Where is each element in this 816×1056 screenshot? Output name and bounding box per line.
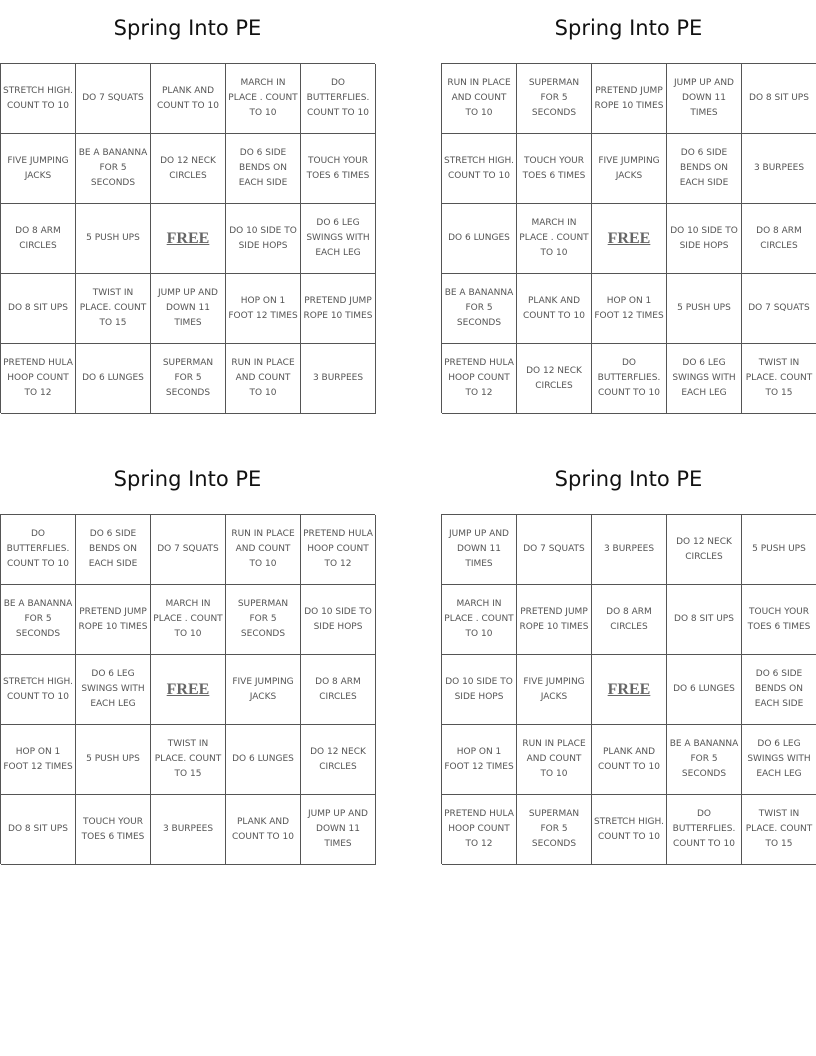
- bingo-grid: [0, 514, 375, 864]
- bingo-cell: TOUCH YOUR TOES 6 TIMES: [742, 585, 816, 655]
- bingo-cell: RUN IN PLACE AND COUNT TO 10: [517, 725, 592, 795]
- card-title: Spring Into PE: [554, 467, 703, 491]
- bingo-cell: 3 BURPEES: [742, 134, 816, 204]
- bingo-cell: PLANK AND COUNT TO 10: [151, 64, 226, 134]
- bingo-cell: DO 6 SIDE BENDS ON EACH SIDE: [667, 134, 742, 204]
- bingo-cell: RUN IN PLACE AND COUNT TO 10: [442, 64, 517, 134]
- bingo-cell: SUPERMAN FOR 5 SECONDS: [517, 795, 592, 865]
- bingo-cell: DO 8 ARM CIRCLES: [1, 204, 76, 274]
- bingo-cell: BE A BANANNA FOR 5 SECONDS: [76, 134, 151, 204]
- bingo-cell: DO BUTTERFLIES. COUNT TO 10: [592, 344, 667, 414]
- bingo-cell: PRETEND JUMP ROPE 10 TIMES: [592, 64, 667, 134]
- bingo-cell: TOUCH YOUR TOES 6 TIMES: [517, 134, 592, 204]
- bingo-cell: TWIST IN PLACE. COUNT TO 15: [76, 274, 151, 344]
- bingo-cell: DO 6 LEG SWINGS WITH EACH LEG: [76, 655, 151, 725]
- bingo-cell: DO 12 NECK CIRCLES: [301, 725, 376, 795]
- bingo-cell: PRETEND HULA HOOP COUNT TO 12: [442, 344, 517, 414]
- bingo-cell: PRETEND JUMP ROPE 10 TIMES: [76, 585, 151, 655]
- bingo-cell: JUMP UP AND DOWN 11 TIMES: [442, 515, 517, 585]
- bingo-grid: [441, 63, 816, 413]
- card-title: Spring Into PE: [554, 16, 703, 40]
- bingo-cell: SUPERMAN FOR 5 SECONDS: [151, 344, 226, 414]
- bingo-cell: DO 6 LUNGES: [667, 655, 742, 725]
- bingo-cell: DO 6 LEG SWINGS WITH EACH LEG: [742, 725, 816, 795]
- bingo-cell: DO 7 SQUATS: [517, 515, 592, 585]
- bingo-cell: MARCH IN PLACE . COUNT TO 10: [442, 585, 517, 655]
- bingo-cell: SUPERMAN FOR 5 SECONDS: [226, 585, 301, 655]
- bingo-cell: DO 8 SIT UPS: [667, 585, 742, 655]
- card-title: Spring Into PE: [113, 467, 262, 491]
- bingo-cell: DO 12 NECK CIRCLES: [517, 344, 592, 414]
- free-space: FREE: [151, 655, 226, 725]
- bingo-cell: DO 8 ARM CIRCLES: [592, 585, 667, 655]
- bingo-cell: DO 10 SIDE TO SIDE HOPS: [301, 585, 376, 655]
- bingo-cell: 3 BURPEES: [151, 795, 226, 865]
- bingo-cell: DO BUTTERFLIES. COUNT TO 10: [301, 64, 376, 134]
- bingo-cell: TWIST IN PLACE. COUNT TO 15: [742, 344, 816, 414]
- bingo-cell: DO 6 SIDE BENDS ON EACH SIDE: [226, 134, 301, 204]
- bingo-cell: STRETCH HIGH. COUNT TO 10: [1, 64, 76, 134]
- bingo-cell: PRETEND HULA HOOP COUNT TO 12: [442, 795, 517, 865]
- bingo-cell: PRETEND HULA HOOP COUNT TO 12: [1, 344, 76, 414]
- bingo-cell: BE A BANANNA FOR 5 SECONDS: [442, 274, 517, 344]
- bingo-cell: 5 PUSH UPS: [742, 515, 816, 585]
- bingo-cell: RUN IN PLACE AND COUNT TO 10: [226, 344, 301, 414]
- bingo-cell: PRETEND HULA HOOP COUNT TO 12: [301, 515, 376, 585]
- bingo-cell: DO 10 SIDE TO SIDE HOPS: [442, 655, 517, 725]
- bingo-cell: DO 7 SQUATS: [76, 64, 151, 134]
- bingo-cell: 5 PUSH UPS: [76, 204, 151, 274]
- bingo-cell: TWIST IN PLACE. COUNT TO 15: [742, 795, 816, 865]
- bingo-grid: [441, 514, 816, 864]
- bingo-cell: STRETCH HIGH. COUNT TO 10: [592, 795, 667, 865]
- bingo-cell: HOP ON 1 FOOT 12 TIMES: [1, 725, 76, 795]
- bingo-cell: DO 8 ARM CIRCLES: [742, 204, 816, 274]
- bingo-cell: TOUCH YOUR TOES 6 TIMES: [301, 134, 376, 204]
- bingo-cell: DO 12 NECK CIRCLES: [667, 515, 742, 585]
- bingo-cell: MARCH IN PLACE . COUNT TO 10: [151, 585, 226, 655]
- bingo-cell: TWIST IN PLACE. COUNT TO 15: [151, 725, 226, 795]
- bingo-cell: DO 6 LUNGES: [76, 344, 151, 414]
- bingo-cell: JUMP UP AND DOWN 11 TIMES: [151, 274, 226, 344]
- bingo-cell: DO 7 SQUATS: [151, 515, 226, 585]
- bingo-cell: DO 8 ARM CIRCLES: [301, 655, 376, 725]
- bingo-cell: FIVE JUMPING JACKS: [226, 655, 301, 725]
- bingo-cell: HOP ON 1 FOOT 12 TIMES: [226, 274, 301, 344]
- bingo-cell: DO 8 SIT UPS: [1, 274, 76, 344]
- bingo-cell: DO 8 SIT UPS: [1, 795, 76, 865]
- bingo-cell: 3 BURPEES: [592, 515, 667, 585]
- bingo-cell: DO 6 LUNGES: [442, 204, 517, 274]
- bingo-cell: STRETCH HIGH. COUNT TO 10: [442, 134, 517, 204]
- bingo-cell: 5 PUSH UPS: [76, 725, 151, 795]
- bingo-cell: DO 10 SIDE TO SIDE HOPS: [226, 204, 301, 274]
- bingo-cell: PLANK AND COUNT TO 10: [226, 795, 301, 865]
- bingo-cell: FIVE JUMPING JACKS: [1, 134, 76, 204]
- bingo-cell: PLANK AND COUNT TO 10: [592, 725, 667, 795]
- bingo-cell: DO 6 LUNGES: [226, 725, 301, 795]
- bingo-cell: PRETEND JUMP ROPE 10 TIMES: [517, 585, 592, 655]
- bingo-cell: 5 PUSH UPS: [667, 274, 742, 344]
- bingo-cell: STRETCH HIGH. COUNT TO 10: [1, 655, 76, 725]
- bingo-cell: MARCH IN PLACE . COUNT TO 10: [226, 64, 301, 134]
- bingo-cell: DO 12 NECK CIRCLES: [151, 134, 226, 204]
- bingo-cell: JUMP UP AND DOWN 11 TIMES: [667, 64, 742, 134]
- bingo-cell: PRETEND JUMP ROPE 10 TIMES: [301, 274, 376, 344]
- bingo-cell: TOUCH YOUR TOES 6 TIMES: [76, 795, 151, 865]
- free-space: FREE: [592, 655, 667, 725]
- bingo-cell: DO 7 SQUATS: [742, 274, 816, 344]
- bingo-cell: DO BUTTERFLIES. COUNT TO 10: [1, 515, 76, 585]
- bingo-cell: DO 6 LEG SWINGS WITH EACH LEG: [667, 344, 742, 414]
- bingo-cell: FIVE JUMPING JACKS: [517, 655, 592, 725]
- free-space: FREE: [592, 204, 667, 274]
- bingo-grid: [0, 63, 375, 413]
- bingo-cell: DO 10 SIDE TO SIDE HOPS: [667, 204, 742, 274]
- bingo-cell: BE A BANANNA FOR 5 SECONDS: [1, 585, 76, 655]
- bingo-cell: RUN IN PLACE AND COUNT TO 10: [226, 515, 301, 585]
- bingo-cell: FIVE JUMPING JACKS: [592, 134, 667, 204]
- bingo-cell: DO 6 SIDE BENDS ON EACH SIDE: [76, 515, 151, 585]
- bingo-cell: DO BUTTERFLIES. COUNT TO 10: [667, 795, 742, 865]
- free-space: FREE: [151, 204, 226, 274]
- bingo-cell: HOP ON 1 FOOT 12 TIMES: [592, 274, 667, 344]
- bingo-cell: PLANK AND COUNT TO 10: [517, 274, 592, 344]
- bingo-cell: MARCH IN PLACE . COUNT TO 10: [517, 204, 592, 274]
- bingo-cell: DO 6 SIDE BENDS ON EACH SIDE: [742, 655, 816, 725]
- bingo-cell: SUPERMAN FOR 5 SECONDS: [517, 64, 592, 134]
- bingo-cell: DO 6 LEG SWINGS WITH EACH LEG: [301, 204, 376, 274]
- card-title: Spring Into PE: [113, 16, 262, 40]
- bingo-cell: BE A BANANNA FOR 5 SECONDS: [667, 725, 742, 795]
- bingo-cell: HOP ON 1 FOOT 12 TIMES: [442, 725, 517, 795]
- bingo-cell: 3 BURPEES: [301, 344, 376, 414]
- bingo-cell: DO 8 SIT UPS: [742, 64, 816, 134]
- bingo-cell: JUMP UP AND DOWN 11 TIMES: [301, 795, 376, 865]
